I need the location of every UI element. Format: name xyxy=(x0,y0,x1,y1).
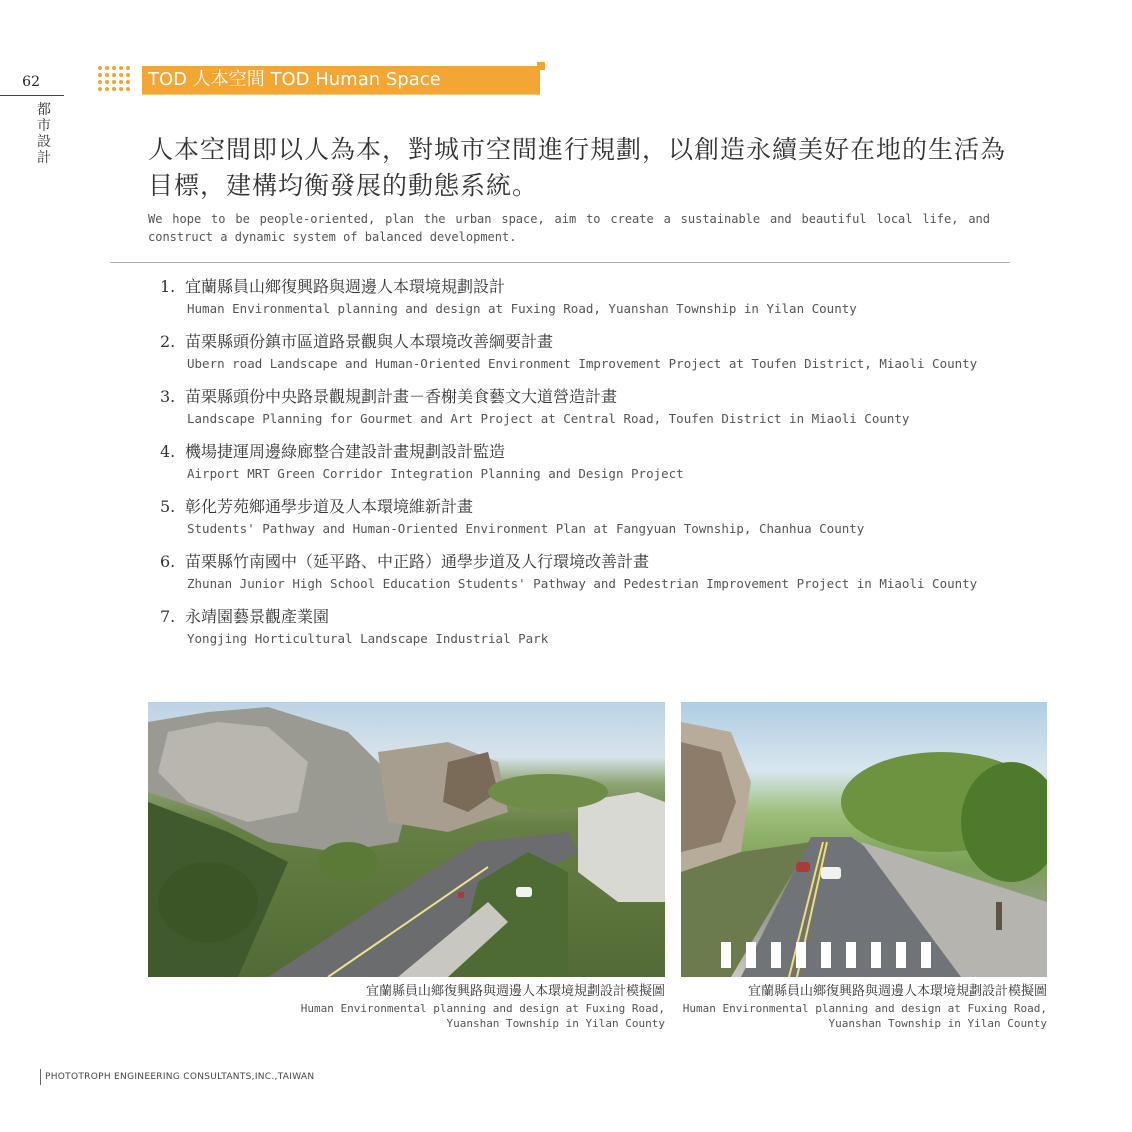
rendering-street-level xyxy=(681,702,1047,977)
header-dots-decoration xyxy=(98,66,130,96)
header-accent-square xyxy=(537,62,545,70)
header-underline xyxy=(142,94,540,95)
caption-zh: 宜蘭縣員山鄉復興路與週邊人本環境規劃設計模擬圖 xyxy=(747,984,1047,999)
item-title-en: Human Environmental planning and design at Fuxing Road, Yuanshan Township in Yilan County xyxy=(187,301,857,316)
list-item xyxy=(160,386,1020,429)
item-number: 5. xyxy=(160,497,176,516)
caption-en-line1: Human Environmental planning and design at Fuxing Road, xyxy=(300,1002,665,1015)
item-title-zh: 苗栗縣頭份中央路景觀規劃計畫－香榭美食藝文大道營造計畫 xyxy=(185,387,618,406)
item-title-en: Landscape Planning for Gourmet and Art Project at Central Road, Toufen District in Miaoli County xyxy=(187,411,910,426)
item-title-en: Ubern road Landscape and Human-Oriented Environment Improvement Project at Toufen District, Miaoli County xyxy=(187,356,978,371)
section-label: 都市設計 xyxy=(37,102,51,166)
caption-en-line2: Yuanshan Township in Yilan County xyxy=(828,1017,1047,1030)
list-item xyxy=(160,606,1020,649)
item-number: 3. xyxy=(160,387,176,406)
item-number: 2. xyxy=(160,332,176,351)
item-title-zh: 機場捷運周邊綠廊整合建設計畫規劃設計監造 xyxy=(185,442,506,461)
item-title-en: Yongjing Horticultural Landscape Industrial Park xyxy=(187,631,549,646)
list-item xyxy=(160,331,1020,374)
item-title-zh: 永靖園藝景觀產業園 xyxy=(185,607,330,626)
list-item xyxy=(160,441,1020,484)
caption-zh: 宜蘭縣員山鄉復興路與週邊人本環境規劃設計模擬圖 xyxy=(365,984,665,999)
list-item xyxy=(160,276,1020,319)
item-title-zh: 苗栗縣竹南國中（延平路、中正路）通學步道及人行環境改善計畫 xyxy=(185,552,650,571)
section-header: TOD 人本空間 TOD Human Space xyxy=(142,66,540,94)
item-number: 7. xyxy=(160,607,176,626)
list-item xyxy=(160,496,1020,539)
item-number: 4. xyxy=(160,442,176,461)
item-title-en: Students' Pathway and Human-Oriented Environment Plan at Fangyuan Township, Chanhua County xyxy=(187,521,865,536)
item-number: 6. xyxy=(160,552,176,571)
rendering-aerial-street xyxy=(148,702,665,977)
list-item xyxy=(160,551,1020,594)
item-title-en: Zhunan Junior High School Education Students' Pathway and Pedestrian Improvement Project in Miaoli County xyxy=(187,576,978,591)
headline-chinese: 人本空間即以人為本，對城市空間進行規劃，以創造永續美好在地的生活為目標，建構均衡發展的動態系統。 xyxy=(148,135,1007,200)
footer-company: PHOTOTROPH ENGINEERING CONSULTANTS,INC.,TAIWAN xyxy=(40,1069,314,1085)
headline-english: We hope to be people-oriented, plan the urban space, aim to create a sustainable and beautiful local life, and construct a dynamic system of balanced development. xyxy=(148,212,990,244)
project-list xyxy=(160,276,1020,661)
rendering-aerial-street-graphic xyxy=(148,702,665,977)
caption-en-line2: Yuanshan Township in Yilan County xyxy=(446,1017,665,1030)
item-title-zh: 苗栗縣頭份鎮市區道路景觀與人本環境改善綱要計畫 xyxy=(185,332,554,351)
rendering-street-level-graphic xyxy=(681,702,1047,977)
photo-caption-left xyxy=(148,983,665,1031)
item-title-en: Airport MRT Green Corridor Integration Planning and Design Project xyxy=(187,466,684,481)
divider xyxy=(110,262,1010,263)
photo-caption-right xyxy=(681,983,1047,1031)
item-number: 1. xyxy=(160,277,176,296)
caption-en-line1: Human Environmental planning and design at Fuxing Road, xyxy=(682,1002,1047,1015)
item-title-zh: 彰化芳苑鄉通學步道及人本環境維新計畫 xyxy=(185,497,474,516)
item-title-zh: 宜蘭縣員山鄉復興路與週邊人本環境規劃設計 xyxy=(185,277,506,296)
page-number: 62 xyxy=(0,74,64,96)
